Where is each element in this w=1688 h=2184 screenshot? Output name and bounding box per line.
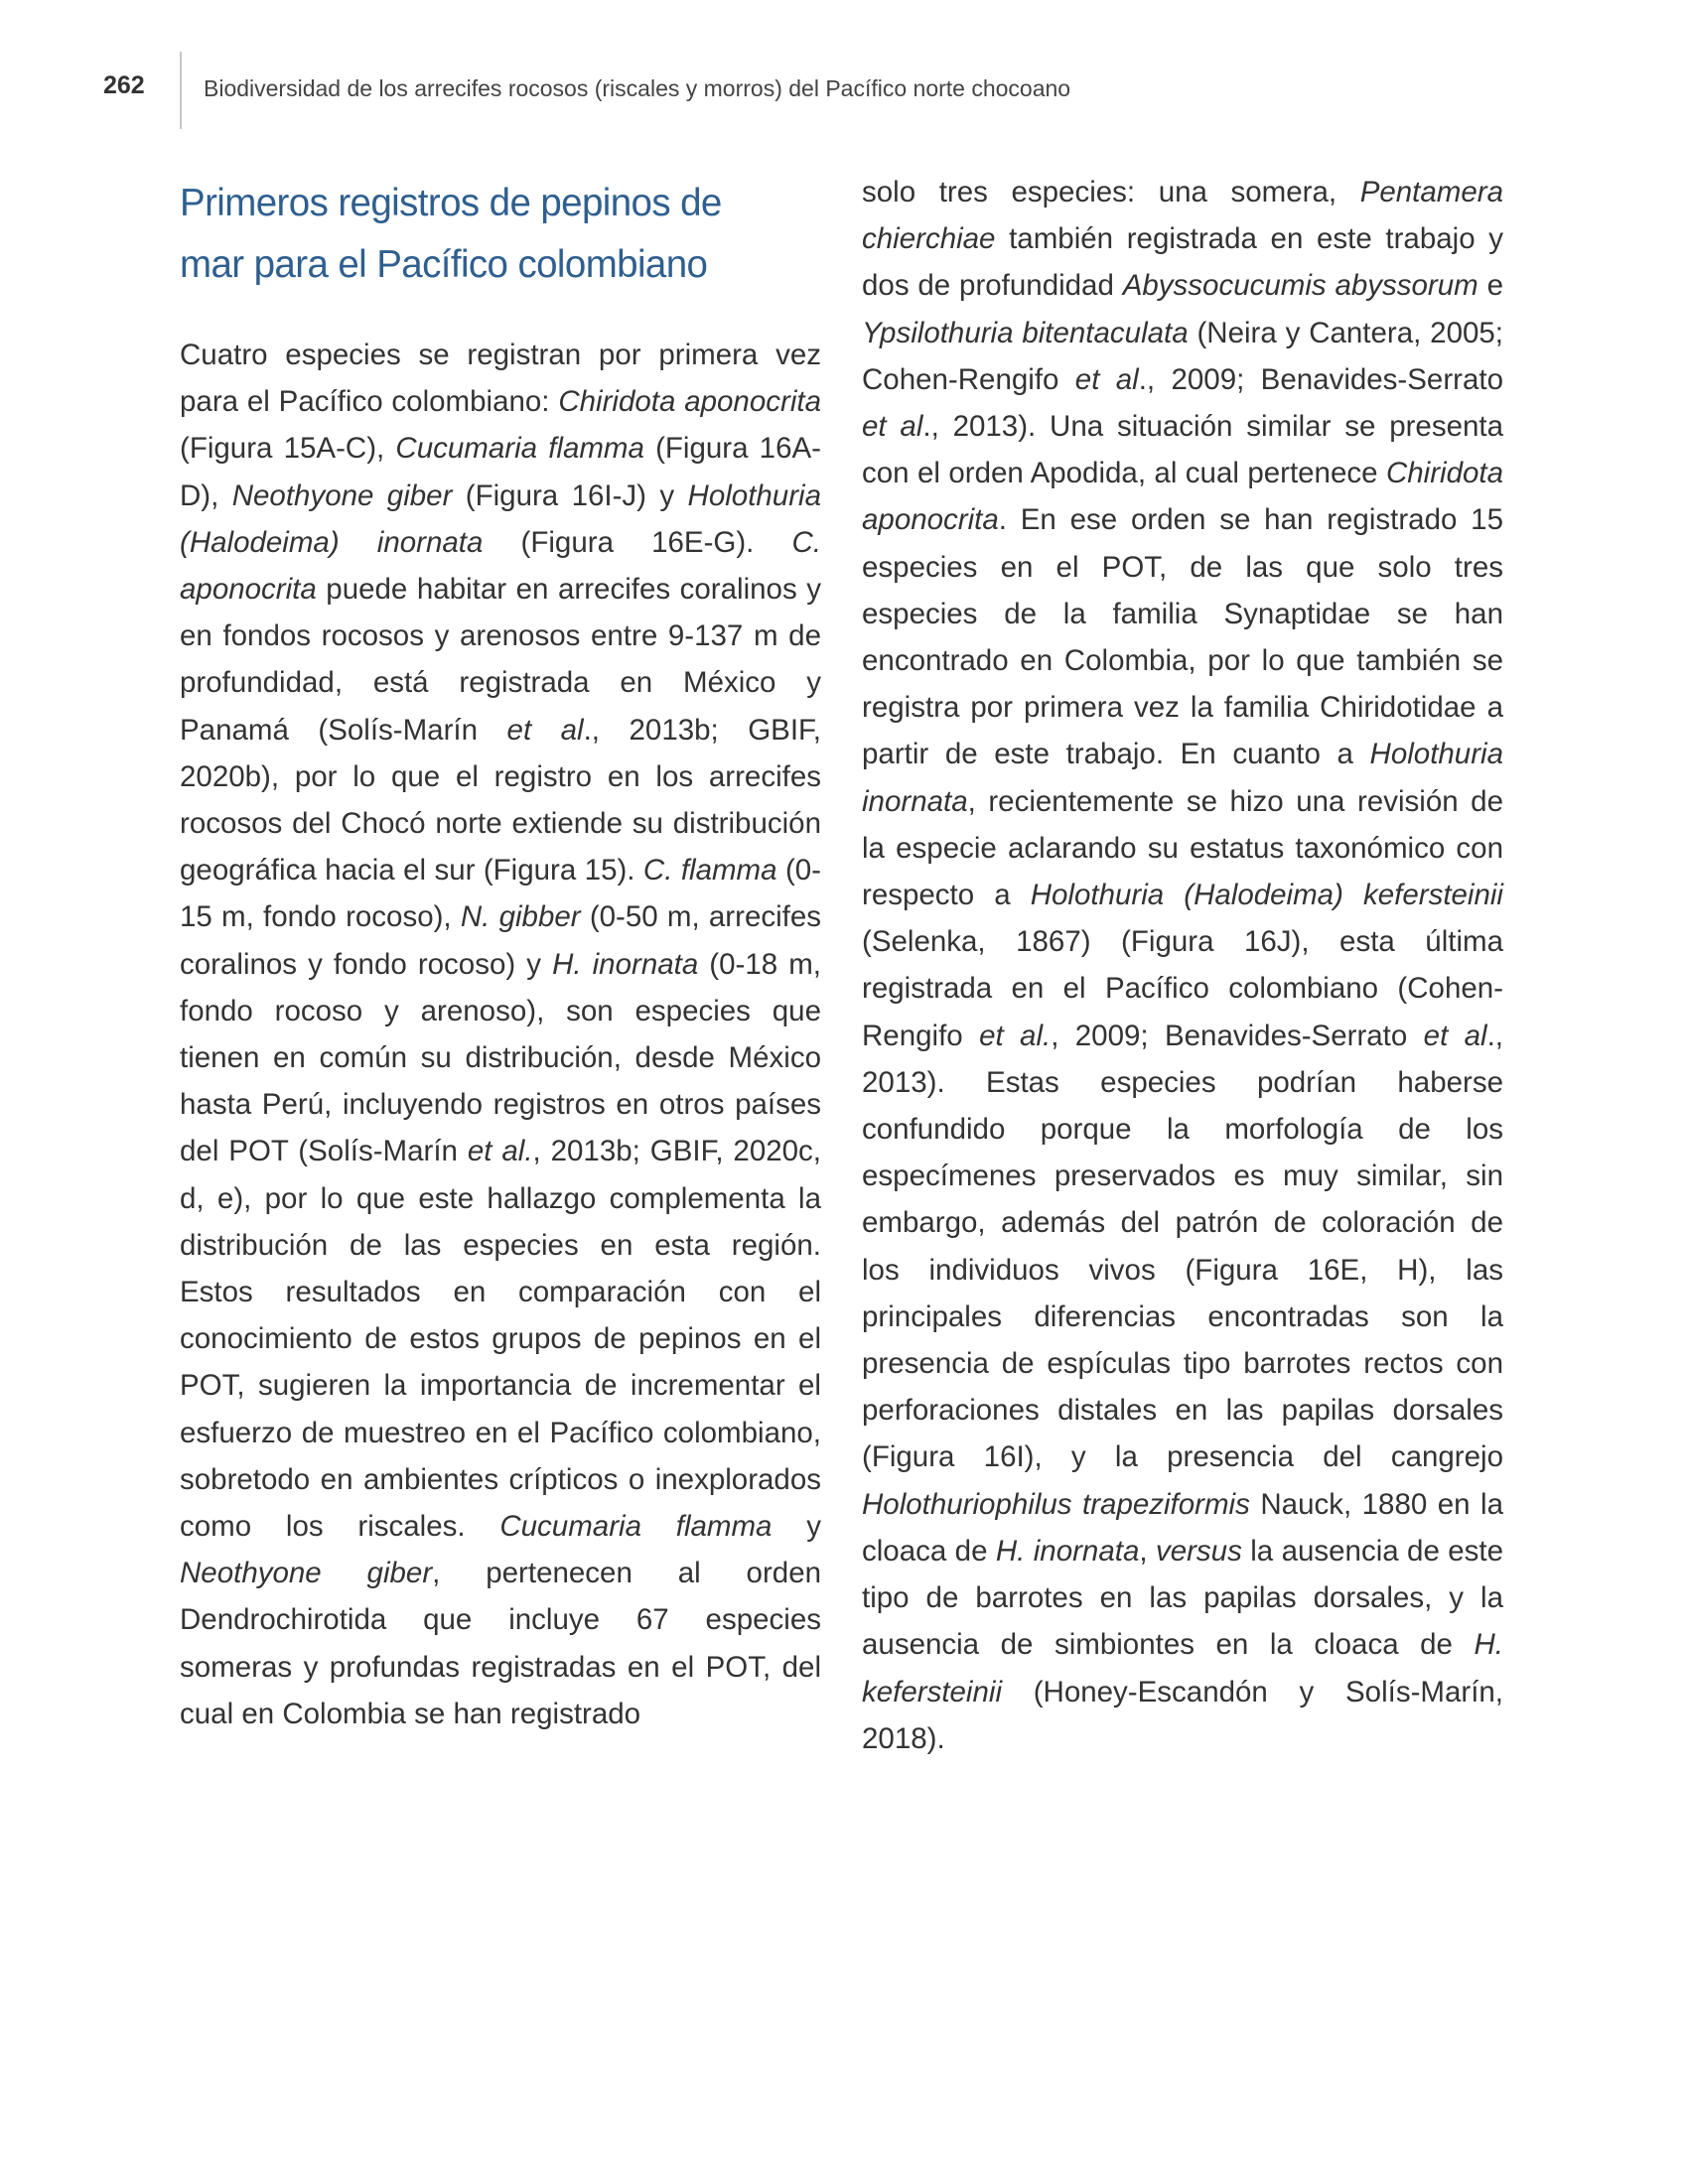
page-number: 262 bbox=[103, 71, 145, 99]
text-run: , bbox=[1139, 1534, 1156, 1568]
text-run: también registrada en este trabajo y dos de profundidad bbox=[862, 222, 1503, 303]
text-run: (Figura 16A-D), bbox=[180, 432, 821, 512]
italic-text-run: H. inornata bbox=[552, 947, 699, 981]
text-run: , recientemente se hizo una revisión de la especie aclarando su estatus taxonómico con respecto a bbox=[862, 784, 1503, 912]
text-run: (Neira y Cantera, 2005; Cohen-Rengifo bbox=[862, 316, 1503, 396]
text-run: , 2009; Benavides-Serrato bbox=[1051, 1019, 1424, 1052]
header-divider bbox=[180, 52, 182, 129]
page-header bbox=[0, 0, 1688, 139]
italic-text-run: H. kefersteinii bbox=[862, 1628, 1503, 1708]
italic-text-run: C. aponocrita bbox=[180, 525, 822, 607]
text-run: (Figura 15A-C), bbox=[180, 432, 396, 466]
text-run: y bbox=[772, 1510, 821, 1544]
text-run: solo tres especies: una somera, bbox=[862, 176, 1360, 208]
text-run: (Honey-Escandón y Solís-Marín, 2018). bbox=[862, 1675, 1503, 1755]
text-run: (Figura 16I-J) y bbox=[452, 478, 688, 512]
text-run: ., 2013b; GBIF, 2020b), por lo que el registro en los arrecifes rocosos del Chocó norte extiende su distribución geográfica hacia el sur (Figura 15). bbox=[180, 713, 822, 887]
running-title: Biodiversidad de los arrecifes rocosos (riscales y morros) del Pacífico norte chocoano bbox=[204, 75, 1071, 101]
text-run: Nauck, 1880 en la cloaca de bbox=[862, 1487, 1503, 1568]
text-run: ., 2009; Benavides-Serrato bbox=[1138, 362, 1503, 396]
italic-text-run: Neothyone giber bbox=[180, 1557, 433, 1590]
italic-text-run: et al. bbox=[467, 1135, 533, 1168]
italic-text-run: versus bbox=[1155, 1534, 1242, 1568]
text-run: (0-18 m, fondo rocoso y arenoso), son especies que tienen en común su distribución, desde México hasta Perú, incluyendo registros en otros países del POT (Solís-Marín bbox=[180, 947, 821, 1168]
text-run: e bbox=[1477, 269, 1503, 303]
body-paragraph-right bbox=[862, 169, 1503, 1762]
italic-text-run: Holothuria inornata bbox=[862, 738, 1503, 818]
italic-text-run: C. flamma bbox=[642, 854, 777, 887]
italic-text-run: et al bbox=[506, 713, 584, 747]
italic-text-run: Neothyone giber bbox=[231, 478, 453, 512]
italic-text-run: Holothuria (Halodeima) kefersteinii bbox=[1030, 879, 1503, 912]
text-run: la ausencia de este tipo de barrotes en las papilas dorsales, y la ausencia de simbiontes en la cloaca de bbox=[862, 1534, 1503, 1662]
italic-text-run: et al bbox=[862, 410, 923, 444]
section-title-line-1: Primeros registros de pepinos de bbox=[180, 182, 722, 224]
italic-text-run: Holothuriophilus trapeziformis bbox=[862, 1487, 1250, 1521]
body-paragraph-left bbox=[180, 332, 821, 1737]
left-column bbox=[180, 169, 821, 1737]
italic-text-run: Cucumaria flamma bbox=[499, 1510, 773, 1544]
italic-text-run: Cucumaria flamma bbox=[395, 432, 644, 466]
italic-text-run: Abyssocucumis abyssorum bbox=[1122, 269, 1478, 303]
text-run: (0-15 m, fondo rocoso), bbox=[180, 854, 822, 934]
text-run: ., 2013). Estas especies podrían haberse confundido porque la morfología de los especímenes preservados es muy similar, sin embargo, además del patrón de coloración de los individuos vivos (Figura 16E, H), las principales diferencias encontradas son la presencia de espículas tipo barrotes rectos con perforaciones distales en las papilas dorsales (Figura 16I), y la presencia del cangrejo bbox=[862, 1019, 1503, 1474]
italic-text-run: Holothuria (Halodeima) inornata bbox=[180, 478, 821, 559]
italic-text-run: et al. bbox=[979, 1019, 1052, 1052]
italic-text-run: N. gibber bbox=[460, 900, 581, 934]
section-title bbox=[180, 173, 821, 296]
italic-text-run: Ypsilothuria bitentaculata bbox=[862, 316, 1189, 349]
italic-text-run: Pentamera chierchiae bbox=[862, 176, 1503, 256]
text-run: . En ese orden se han registrado 15 especies en el POT, de las que solo tres especies de la familia Synaptidae se han encontrado en Colombia, por lo que también se registra por primera vez la familia Chiridotidae a partir de este trabajo. En cuanto a bbox=[862, 503, 1503, 771]
text-run: (Figura 16E-G). bbox=[483, 525, 792, 559]
italic-text-run: Chiridota aponocrita bbox=[558, 385, 821, 419]
text-run: ., 2013). Una situación similar se presenta con el orden Apodida, al cual pertenece bbox=[862, 410, 1503, 490]
section-title-line-2: mar para el Pacífico colombiano bbox=[180, 243, 708, 286]
italic-text-run: et al bbox=[1074, 362, 1139, 396]
italic-text-run: H. inornata bbox=[995, 1534, 1140, 1568]
italic-text-run: et al bbox=[1423, 1019, 1487, 1052]
text-run: Cuatro especies se registran por primera vez para el Pacífico colombiano: bbox=[180, 339, 821, 419]
text-run: , pertenecen al orden Dendrochirotida que incluye 67 especies someras y profundas registradas en el POT, del cual en Colombia se han registrado bbox=[180, 1557, 822, 1730]
text-run: (Selenka, 1867) (Figura 16J), esta última registrada en el Pacífico colombiano (Cohen-Rengifo bbox=[862, 925, 1503, 1052]
text-run: puede habitar en arrecifes coralinos y en fondos rocosos y arenosos entre 9-137 m de profundidad, está registrada en México y Panamá (Solís-Marín bbox=[180, 573, 821, 747]
text-run: (0-50 m, arrecifes coralinos y fondo rocoso) y bbox=[180, 900, 822, 981]
italic-text-run: Chiridota aponocrita bbox=[862, 457, 1503, 537]
right-column bbox=[862, 169, 1503, 1762]
text-run: , 2013b; GBIF, 2020c, d, e), por lo que este hallazgo complementa la distribución de las especies en esta región. Estos resultados en comparación con el conocimiento de estos grupos de pepinos en el POT, sugieren la importancia de incrementar el esfuerzo de muestreo en el Pacífico colombiano, sobretodo en ambientes crípticos o inexplorados como los riscales. bbox=[180, 1135, 821, 1544]
